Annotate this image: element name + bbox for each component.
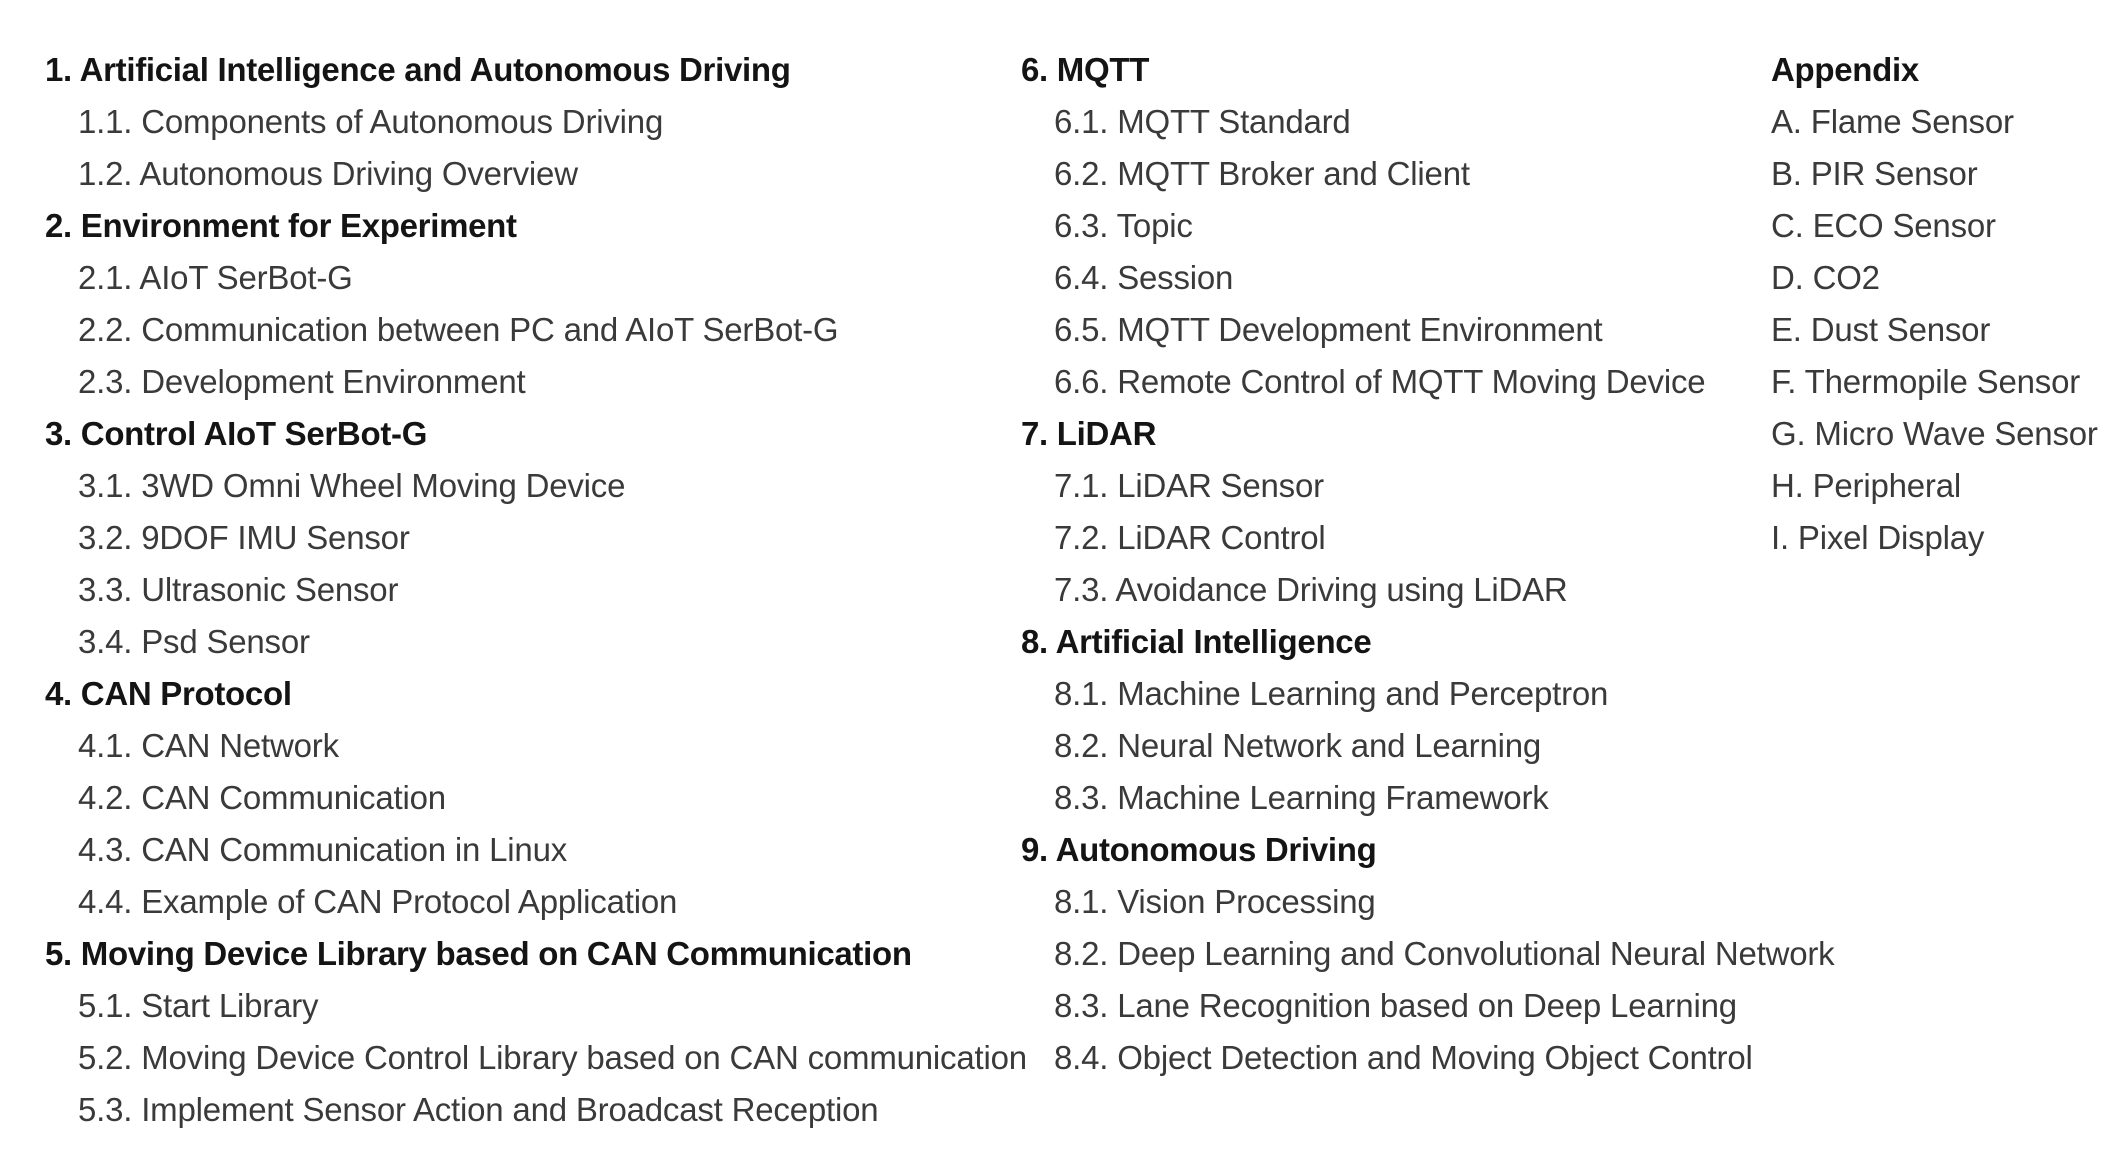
toc-section-entry: 5.1. Start Library xyxy=(78,987,319,1024)
toc-column-chapters-1-5 xyxy=(45,44,1027,1136)
toc-section-entry: 3.2. 9DOF IMU Sensor xyxy=(78,519,410,556)
toc-chapter-heading: 1. Artificial Intelligence and Autonomous Driving xyxy=(45,51,791,88)
toc-section-entry: 6.2. MQTT Broker and Client xyxy=(1054,155,1470,192)
toc-section-entry: 4.4. Example of CAN Protocol Application xyxy=(78,883,678,920)
toc-section-entry: 3.1. 3WD Omni Wheel Moving Device xyxy=(78,467,626,504)
toc-chapter-heading: 6. MQTT xyxy=(1021,51,1150,88)
toc-chapter-heading: 8. Artificial Intelligence xyxy=(1021,623,1372,660)
toc-section-entry: 8.1. Machine Learning and Perceptron xyxy=(1054,675,1609,712)
toc-chapter-heading: 7. LiDAR xyxy=(1021,415,1157,452)
toc-section-entry: 3.4. Psd Sensor xyxy=(78,623,310,660)
toc-section-entry: 7.3. Avoidance Driving using LiDAR xyxy=(1054,571,1568,608)
toc-section-entry: 6.6. Remote Control of MQTT Moving Device xyxy=(1054,363,1706,400)
toc-section-entry: 1.2. Autonomous Driving Overview xyxy=(78,155,578,192)
toc-chapter-heading: Appendix xyxy=(1771,51,1919,88)
toc-section-entry: 4.1. CAN Network xyxy=(78,727,339,764)
toc-chapter-heading: 3. Control AIoT SerBot-G xyxy=(45,415,428,452)
toc-section-entry: 6.3. Topic xyxy=(1054,207,1193,244)
toc-appendix-entry: C. ECO Sensor xyxy=(1771,207,1996,244)
toc-section-entry: 6.1. MQTT Standard xyxy=(1054,103,1351,140)
toc-section-entry: 7.1. LiDAR Sensor xyxy=(1054,467,1324,504)
toc-section-entry: 2.3. Development Environment xyxy=(78,363,526,400)
toc-chapter-heading: 9. Autonomous Driving xyxy=(1021,831,1377,868)
toc-appendix-entry: B. PIR Sensor xyxy=(1771,155,1978,192)
toc-section-entry: 8.1. Vision Processing xyxy=(1054,883,1376,920)
toc-section-entry: 2.2. Communication between PC and AIoT SerBot-G xyxy=(78,311,839,348)
toc-chapter-heading: 4. CAN Protocol xyxy=(45,675,292,712)
toc-section-entry: 1.1. Components of Autonomous Driving xyxy=(78,103,664,140)
toc-section-entry: 6.4. Session xyxy=(1054,259,1234,296)
toc-chapter-heading: 5. Moving Device Library based on CAN Communication xyxy=(45,935,912,972)
toc-section-entry: 5.3. Implement Sensor Action and Broadcast Reception xyxy=(78,1091,879,1128)
toc-section-entry: 8.2. Deep Learning and Convolutional Neural Network xyxy=(1054,935,1835,972)
toc-section-entry: 8.3. Lane Recognition based on Deep Learning xyxy=(1054,987,1737,1024)
toc-column-chapters-6-9 xyxy=(1021,44,1834,1084)
toc-section-entry: 2.1. AIoT SerBot-G xyxy=(78,259,353,296)
toc-appendix-entry: H. Peripheral xyxy=(1771,467,1961,504)
toc-section-entry: 4.2. CAN Communication xyxy=(78,779,446,816)
toc-appendix-entry: A. Flame Sensor xyxy=(1771,103,2014,140)
toc-chapter-heading: 2. Environment for Experiment xyxy=(45,207,517,244)
toc-appendix-entry: D. CO2 xyxy=(1771,259,1880,296)
toc-appendix-entry: F. Thermopile Sensor xyxy=(1771,363,2081,400)
table-of-contents xyxy=(0,44,2110,1144)
toc-appendix-entry: I. Pixel Display xyxy=(1771,519,1985,556)
toc-section-entry: 7.2. LiDAR Control xyxy=(1054,519,1326,556)
toc-section-entry: 6.5. MQTT Development Environment xyxy=(1054,311,1603,348)
toc-column-appendix xyxy=(1771,44,2098,564)
toc-section-entry: 8.3. Machine Learning Framework xyxy=(1054,779,1549,816)
toc-appendix-entry: E. Dust Sensor xyxy=(1771,311,1991,348)
toc-section-entry: 4.3. CAN Communication in Linux xyxy=(78,831,568,868)
toc-section-entry: 8.4. Object Detection and Moving Object Control xyxy=(1054,1039,1753,1076)
toc-appendix-entry: G. Micro Wave Sensor xyxy=(1771,415,2098,452)
toc-section-entry: 3.3. Ultrasonic Sensor xyxy=(78,571,399,608)
toc-section-entry: 5.2. Moving Device Control Library based on CAN communication xyxy=(78,1039,1027,1076)
toc-section-entry: 8.2. Neural Network and Learning xyxy=(1054,727,1542,764)
